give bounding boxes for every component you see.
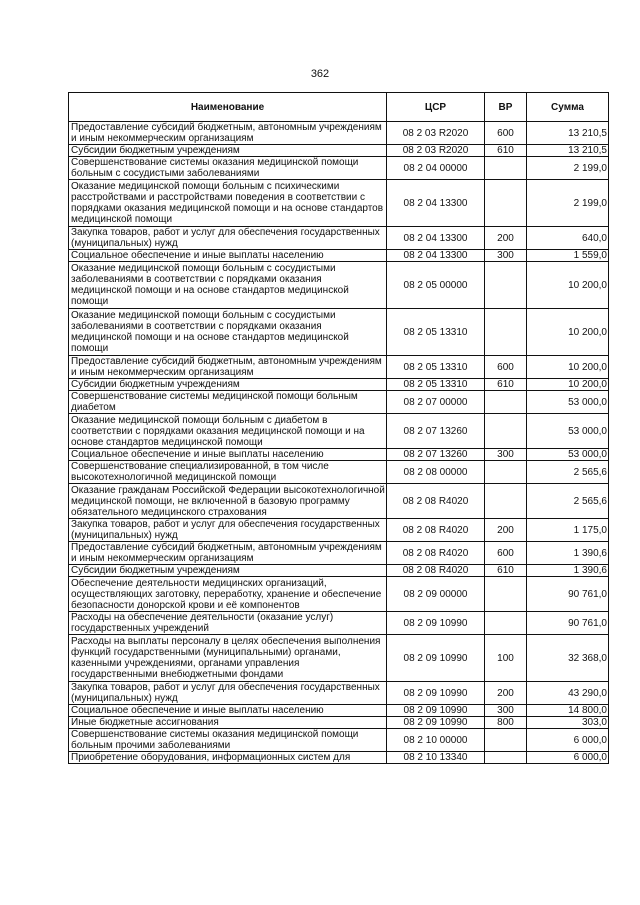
cell-sum: 6 000,0: [527, 729, 609, 752]
cell-vr: 200: [485, 682, 527, 705]
cell-name: Иные бюджетные ассигнования: [69, 717, 387, 729]
cell-vr: [485, 484, 527, 519]
cell-sum: 2 199,0: [527, 180, 609, 227]
header-name: Наименование: [69, 93, 387, 122]
cell-name: Закупка товаров, работ и услуг для обеспечения государственных (муниципальных) нужд: [69, 519, 387, 542]
cell-vr: 610: [485, 379, 527, 391]
table-row: [69, 227, 609, 250]
cell-sum: 90 761,0: [527, 612, 609, 635]
cell-sum: 10 200,0: [527, 379, 609, 391]
cell-csr: 08 2 04 13300: [387, 180, 485, 227]
cell-sum: 53 000,0: [527, 391, 609, 414]
cell-name: Обеспечение деятельности медицинских организаций, осуществляющих заготовку, переработку, хранение и обеспечение безопасности донорской крови и её компонентов: [69, 577, 387, 612]
cell-vr: 800: [485, 717, 527, 729]
table-row: [69, 519, 609, 542]
table-row: [69, 461, 609, 484]
table-row: [69, 250, 609, 262]
cell-vr: [485, 157, 527, 180]
cell-vr: 200: [485, 519, 527, 542]
cell-csr: 08 2 07 13260: [387, 449, 485, 461]
cell-sum: 90 761,0: [527, 577, 609, 612]
cell-vr: [485, 461, 527, 484]
table-row: [69, 379, 609, 391]
cell-vr: 300: [485, 250, 527, 262]
cell-sum: 1 390,6: [527, 542, 609, 565]
cell-sum: 2 565,6: [527, 461, 609, 484]
cell-vr: [485, 577, 527, 612]
cell-vr: 300: [485, 449, 527, 461]
table-body: [69, 122, 609, 764]
cell-csr: 08 2 05 13310: [387, 309, 485, 356]
cell-csr: 08 2 03 R2020: [387, 145, 485, 157]
budget-table: [68, 92, 609, 764]
cell-vr: [485, 262, 527, 309]
cell-sum: 32 368,0: [527, 635, 609, 682]
cell-name: Предоставление субсидий бюджетным, автономным учреждениям и иным некоммерческим организациям: [69, 356, 387, 379]
table-row: [69, 309, 609, 356]
table-row: [69, 717, 609, 729]
cell-csr: 08 2 07 13260: [387, 414, 485, 449]
cell-csr: 08 2 08 R4020: [387, 519, 485, 542]
cell-name: Предоставление субсидий бюджетным, автономным учреждениям и иным некоммерческим организациям: [69, 542, 387, 565]
cell-csr: 08 2 10 00000: [387, 729, 485, 752]
page-number: 362: [310, 68, 330, 80]
cell-name: Совершенствование системы оказания медицинской помощи больным прочими заболеваниями: [69, 729, 387, 752]
table-row: [69, 449, 609, 461]
cell-sum: 1 559,0: [527, 250, 609, 262]
table-header: [69, 93, 609, 122]
table-row: [69, 682, 609, 705]
cell-vr: 600: [485, 122, 527, 145]
cell-sum: 1 390,6: [527, 565, 609, 577]
cell-name: Субсидии бюджетным учреждениям: [69, 565, 387, 577]
cell-csr: 08 2 04 13300: [387, 250, 485, 262]
header-vr: ВР: [485, 93, 527, 122]
table-row: [69, 122, 609, 145]
table-row: [69, 356, 609, 379]
cell-sum: 14 800,0: [527, 705, 609, 717]
cell-csr: 08 2 05 00000: [387, 262, 485, 309]
cell-vr: [485, 612, 527, 635]
cell-csr: 08 2 08 00000: [387, 461, 485, 484]
cell-vr: [485, 309, 527, 356]
table-row: [69, 705, 609, 717]
cell-name: Приобретение оборудования, информационных систем для: [69, 752, 387, 764]
table-row: [69, 391, 609, 414]
table-row: [69, 635, 609, 682]
table-row: [69, 180, 609, 227]
table-row: [69, 542, 609, 565]
cell-name: Социальное обеспечение и иные выплаты населению: [69, 250, 387, 262]
cell-sum: 2 199,0: [527, 157, 609, 180]
cell-vr: 200: [485, 227, 527, 250]
cell-csr: 08 2 10 13340: [387, 752, 485, 764]
cell-vr: [485, 414, 527, 449]
cell-name: Субсидии бюджетным учреждениям: [69, 145, 387, 157]
cell-name: Расходы на обеспечение деятельности (оказание услуг) государственных учреждений: [69, 612, 387, 635]
cell-vr: 610: [485, 145, 527, 157]
cell-vr: 300: [485, 705, 527, 717]
cell-sum: 10 200,0: [527, 262, 609, 309]
cell-name: Субсидии бюджетным учреждениям: [69, 379, 387, 391]
cell-name: Совершенствование специализированной, в том числе высокотехнологичной медицинской помощи: [69, 461, 387, 484]
cell-csr: 08 2 09 00000: [387, 577, 485, 612]
cell-sum: 53 000,0: [527, 449, 609, 461]
cell-name: Социальное обеспечение и иные выплаты населению: [69, 705, 387, 717]
cell-vr: 600: [485, 542, 527, 565]
cell-name: Оказание гражданам Российской Федерации высокотехнологичной медицинской помощи, не включенной в базовую программу обязательного медицинского страхования: [69, 484, 387, 519]
cell-name: Социальное обеспечение и иные выплаты населению: [69, 449, 387, 461]
cell-name: Оказание медицинской помощи больным с сосудистыми заболеваниями в соответствии с порядками оказания медицинской помощи и на основе стандартов медицинской помощи: [69, 262, 387, 309]
cell-sum: 13 210,5: [527, 122, 609, 145]
cell-vr: [485, 391, 527, 414]
cell-csr: 08 2 09 10990: [387, 682, 485, 705]
cell-csr: 08 2 08 R4020: [387, 484, 485, 519]
cell-sum: 1 175,0: [527, 519, 609, 542]
cell-vr: 600: [485, 356, 527, 379]
header-row: [69, 93, 609, 122]
cell-sum: 2 565,6: [527, 484, 609, 519]
table-row: [69, 484, 609, 519]
cell-sum: 10 200,0: [527, 356, 609, 379]
cell-csr: 08 2 05 13310: [387, 356, 485, 379]
cell-name: Совершенствование системы медицинской помощи больным диабетом: [69, 391, 387, 414]
cell-name: Предоставление субсидий бюджетным, автономным учреждениям и иным некоммерческим организациям: [69, 122, 387, 145]
cell-name: Совершенствование системы оказания медицинской помощи больным с сосудистыми заболеваниями: [69, 157, 387, 180]
cell-vr: 610: [485, 565, 527, 577]
cell-name: Закупка товаров, работ и услуг для обеспечения государственных (муниципальных) нужд: [69, 682, 387, 705]
cell-csr: 08 2 04 00000: [387, 157, 485, 180]
cell-sum: 640,0: [527, 227, 609, 250]
cell-name: Расходы на выплаты персоналу в целях обеспечения выполнения функций государственными (муниципальными) органами, казенными учреждениями, органами управления государственными внебюджетными фондами: [69, 635, 387, 682]
cell-csr: 08 2 05 13310: [387, 379, 485, 391]
cell-csr: 08 2 07 00000: [387, 391, 485, 414]
cell-vr: [485, 729, 527, 752]
cell-csr: 08 2 09 10990: [387, 717, 485, 729]
cell-sum: 10 200,0: [527, 309, 609, 356]
cell-sum: 43 290,0: [527, 682, 609, 705]
table-row: [69, 612, 609, 635]
table-row: [69, 145, 609, 157]
cell-sum: 6 000,0: [527, 752, 609, 764]
cell-sum: 303,0: [527, 717, 609, 729]
cell-vr: [485, 180, 527, 227]
cell-csr: 08 2 08 R4020: [387, 542, 485, 565]
cell-csr: 08 2 09 10990: [387, 612, 485, 635]
table-row: [69, 565, 609, 577]
cell-csr: 08 2 03 R2020: [387, 122, 485, 145]
cell-csr: 08 2 09 10990: [387, 635, 485, 682]
cell-csr: 08 2 09 10990: [387, 705, 485, 717]
table-row: [69, 157, 609, 180]
cell-vr: [485, 752, 527, 764]
table-row: [69, 262, 609, 309]
table-row: [69, 752, 609, 764]
cell-name: Оказание медицинской помощи больным с психическими расстройствами и расстройствами поведения в соответствии с порядками оказания медицинской помощи и на основе стандартов медицинской помощи: [69, 180, 387, 227]
cell-csr: 08 2 04 13300: [387, 227, 485, 250]
table-row: [69, 577, 609, 612]
cell-sum: 53 000,0: [527, 414, 609, 449]
header-sum: Сумма: [527, 93, 609, 122]
cell-vr: 100: [485, 635, 527, 682]
cell-sum: 13 210,5: [527, 145, 609, 157]
table-row: [69, 729, 609, 752]
header-csr: ЦСР: [387, 93, 485, 122]
cell-name: Оказание медицинской помощи больным с диабетом в соответствии с порядками оказания медицинской помощи и на основе стандартов медицинской помощи: [69, 414, 387, 449]
cell-name: Оказание медицинской помощи больным с сосудистыми заболеваниями в соответствии с порядками оказания медицинской помощи и на основе стандартов медицинской помощи: [69, 309, 387, 356]
table-row: [69, 414, 609, 449]
cell-csr: 08 2 08 R4020: [387, 565, 485, 577]
cell-name: Закупка товаров, работ и услуг для обеспечения государственных (муниципальных) нужд: [69, 227, 387, 250]
